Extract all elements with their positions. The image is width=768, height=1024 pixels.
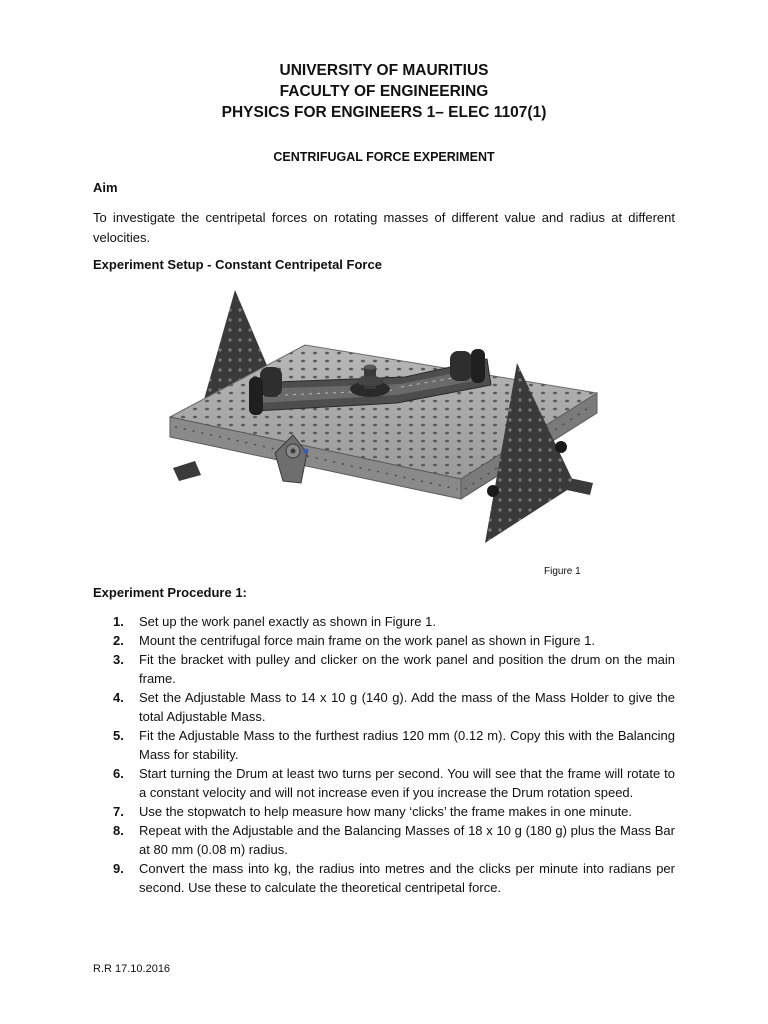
footer-revision: R.R 17.10.2016 — [93, 963, 171, 975]
document-header — [0, 60, 768, 123]
aim-text: To investigate the centripetal forces on rotating masses of different value and radius at different velocities. — [93, 210, 675, 245]
setup-heading: Experiment Setup - Constant Centripetal Force — [93, 257, 382, 272]
list-item: 6. Start turning the Drum at least two turns per second. You will see that the frame will rotate to a constant velocity and will not increase even if you increase the Drum rotation speed. — [113, 766, 675, 800]
aim-heading: Aim — [93, 180, 118, 195]
procedure-heading: Experiment Procedure 1: — [93, 585, 247, 600]
list-item: 4. Set the Adjustable Mass to 14 x 10 g (140 g). Add the mass of the Mass Holder to give the total Adjustable Mass. — [113, 690, 675, 724]
procedure-steps — [93, 612, 675, 897]
list-item: 7. Use the stopwatch to help measure how many ‘clicks’ the frame makes in one minute. — [113, 804, 633, 819]
list-item: 2. Mount the centrifugal force main frame on the work panel as shown in Figure 1. — [113, 633, 595, 648]
apparatus-figure — [165, 285, 605, 560]
list-item: 8. Repeat with the Adjustable and the Balancing Masses of 18 x 10 g (180 g) plus the Mass Bar at 80 mm (0.08 m) radius. — [113, 823, 675, 857]
course-title: PHYSICS FOR ENGINEERS 1– ELEC 1107(1) — [221, 104, 547, 121]
list-item: 9. Convert the mass into kg, the radius into metres and the clicks per minute into radians per second. Use these to calculate the theoretical centripetal force. — [113, 861, 675, 895]
experiment-title: CENTRIFUGAL FORCE EXPERIMENT — [273, 150, 495, 164]
list-item: 5. Fit the Adjustable Mass to the furthest radius 120 mm (0.12 m). Copy this with the Balancing Mass for stability. — [113, 728, 675, 762]
list-item: 1. Set up the work panel exactly as shown in Figure 1. — [113, 614, 436, 629]
list-item: 3. Fit the bracket with pulley and clicker on the work panel and position the drum on the main frame. — [113, 652, 675, 686]
balancing-mass — [450, 351, 472, 381]
faculty-name: FACULTY OF ENGINEERING — [279, 83, 489, 100]
university-name: UNIVERSITY OF MAURITIUS — [279, 62, 489, 79]
left-foot — [173, 461, 201, 481]
adjustable-mass — [260, 367, 282, 397]
figure-caption: Figure 1 — [544, 566, 581, 577]
